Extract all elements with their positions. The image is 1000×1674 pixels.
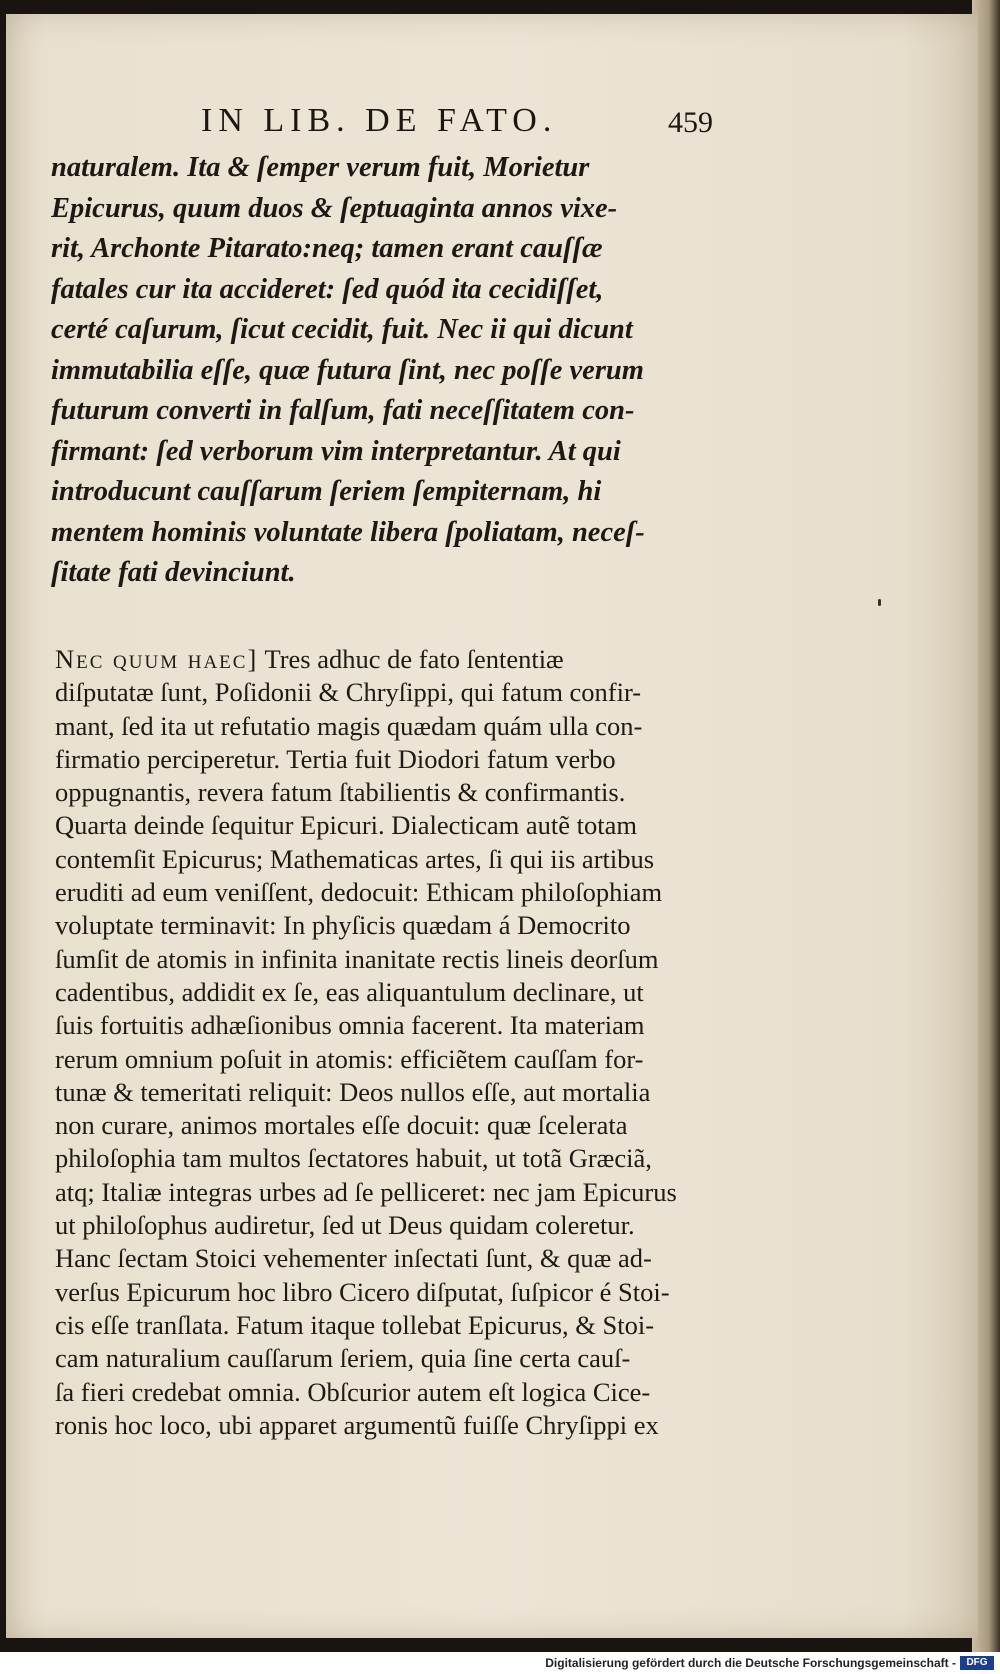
text-line: diſputatæ ſunt, Poſidonii & Chryſippi, qui fatum confir- — [55, 677, 642, 708]
text-line: verſus Epicurum hoc libro Cicero diſputat, ſuſpicor é Stoi- — [55, 1276, 670, 1307]
text-line: ſuis fortuitis adhæſionibus omnia facerent. Ita materiam — [55, 1010, 645, 1041]
text-line: philoſophia tam multos ſectatores habuit, ut totã Græciã, — [55, 1143, 652, 1174]
text-line: cam naturalium cauſſarum ſeriem, quia ſine certa cauſ- — [55, 1343, 631, 1374]
text-line: cis eſſe tranſlata. Fatum itaque tollebat Epicurus, & Stoi- — [55, 1309, 655, 1340]
text-line: ſitate fati devinciunt. — [51, 557, 296, 588]
text-line: rerum omnium poſuit in atomis: efficiẽtem cauſſam for- — [55, 1043, 644, 1074]
text-line: Quarta deinde ſequitur Epicuri. Dialecticam autẽ totam — [55, 810, 638, 841]
digitization-credit: Digitalisierung gefördert durch die Deutsche Forschungsgemeinschaft - — [545, 1656, 956, 1670]
text-line: mentem hominis voluntate libera ſpoliatam, neceſ- — [51, 516, 645, 548]
text-line: ronis hoc loco, ubi apparet argumentũ fuiſſe Chryſippi ex — [55, 1409, 659, 1440]
text-line: non curare, animos mortales eſſe docuit: quæ ſcelerata — [55, 1110, 628, 1141]
footer-bar — [0, 1652, 1000, 1674]
text-line: atq; Italiæ integras urbes ad ſe pelliceret: nec jam Epicurus — [55, 1176, 677, 1207]
commentary-lemma: Nec quum haec] — [55, 644, 259, 674]
text-line: Epicurus, quum duos & ſeptuaginta annos vixe- — [51, 192, 618, 224]
text-line: ſumſit de atomis in infinita inanitate rectis lineis deorſum — [55, 943, 659, 974]
text-line: tunæ & temeritati reliquit: Deos nullos eſſe, aut mortalia — [55, 1076, 651, 1107]
text-line: voluptate terminavit: In phyſicis quædam á Democrito — [55, 910, 631, 941]
text-line: Hanc ſectam Stoici vehementer inſectati ſunt, & quæ ad- — [55, 1243, 652, 1274]
text-line: ut philoſophus audiretur, ſed ut Deus quidam coleretur. — [55, 1210, 635, 1241]
text-line: mant, ſed ita ut refutatio magis quædam quám ulla con- — [55, 710, 643, 741]
text-line: introducunt cauſſarum ſeriem ſempiternam, hi — [51, 476, 602, 507]
commentary-first-text: Tres adhuc de fato ſententiæ — [264, 644, 564, 674]
dfg-logo[interactable]: DFG — [960, 1656, 994, 1670]
text-line: oppugnantis, revera fatum ſtabilientis & confirmantis. — [55, 777, 626, 808]
page-number: 459 — [668, 106, 713, 139]
text-line: contemſit Epicurus; Mathematicas artes, ſi qui iis artibus — [55, 843, 655, 874]
text-line: firmatio perciperetur. Tertia fuit Diodori fatum verbo — [55, 743, 616, 774]
running-title: IN LIB. DE FATO. — [201, 102, 558, 139]
text-line: certé caſurum, ſicut cecidit, fuit. Nec ii qui dicunt — [51, 314, 633, 345]
commentary-block — [55, 643, 745, 1442]
text-line: rit, Archonte Pitarato:neq; tamen erant cauſſæ — [51, 233, 603, 264]
ink-speck — [878, 599, 881, 606]
text-line: cadentibus, addidit ex ſe, eas aliquantulum declinare, ut — [55, 976, 644, 1007]
commentary-first-line — [55, 643, 745, 676]
text-line: eruditi ad eum veniſſent, dedocuit: Ethicam philoſophiam — [55, 877, 663, 908]
text-line: immutabilia eſſe, quæ futura ſint, nec poſſe verum — [51, 354, 644, 386]
text-line: fatales cur ita accideret: ſed quód ita cecidiſſet, — [51, 273, 604, 305]
text-line: naturalem. Ita & ſemper verum fuit, Morietur — [51, 152, 590, 183]
text-line: futurum converti in falſum, fati neceſſitatem con- — [51, 395, 635, 426]
text-line: ſa fieri credebat omnia. Obſcurior autem eſt logica Cice- — [55, 1376, 651, 1407]
cicero-text-block — [51, 148, 741, 594]
book-page — [6, 14, 978, 1638]
text-line: firmant: ſed verborum vim interpretantur. At qui — [51, 435, 621, 467]
